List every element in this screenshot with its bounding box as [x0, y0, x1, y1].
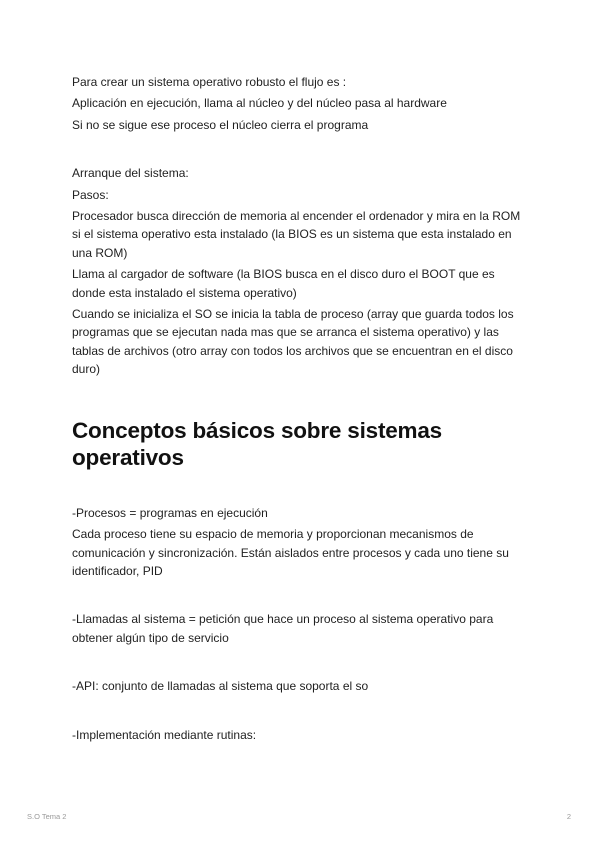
boot-step-1: Procesador busca dirección de memoria al encender el ordenador y mira en la ROM si el sistema operativo esta instalado (la BIOS es un sistema que esta instalado en una ROM): [72, 209, 521, 260]
page-content: [72, 73, 528, 744]
boot-step-3: Cuando se inicializa el SO se inicia la tabla de proceso (array que guarda todos los programas que se ejecutan nada mas que se arranca el sistema operativo) y las tablas de archivos (otro array con todos los archivos que se encuentran en el disco duro): [72, 307, 514, 377]
intro-line-2: Aplicación en ejecución, llama al núcleo y del núcleo pasa al hardware: [72, 96, 447, 111]
procesos-description: Cada proceso tiene su espacio de memoria y proporcionan mecanismos de comunicación y sincronización. Están aislados entre procesos y cada uno tiene su identificador, PID: [72, 527, 509, 578]
boot-step-2: Llama al cargador de software (la BIOS busca en el disco duro el BOOT que es donde esta instalado el sistema operativo): [72, 267, 495, 300]
boot-title: Arranque del sistema:: [72, 166, 189, 181]
footer-document-title: S.O Tema 2: [27, 812, 67, 821]
boot-steps-label: Pasos:: [72, 187, 109, 202]
footer-page-number: 2: [566, 812, 571, 821]
procesos-title: -Procesos = programas en ejecución: [72, 505, 268, 520]
llamadas-sistema: -Llamadas al sistema = petición que hace un proceso al sistema operativo para obtener algún tipo de servicio: [72, 612, 494, 645]
intro-line-1: Para crear un sistema operativo robusto el flujo es :: [72, 75, 347, 89]
intro-line-3: Si no se sigue ese proceso el núcleo cierra el programa: [72, 117, 369, 132]
api-definition: -API: conjunto de llamadas al sistema que soporta el so: [72, 679, 369, 694]
implementacion-rutinas: -Implementación mediante rutinas:: [72, 727, 257, 742]
section-heading: Conceptos básicos sobre sistemas operativos: [72, 417, 442, 470]
